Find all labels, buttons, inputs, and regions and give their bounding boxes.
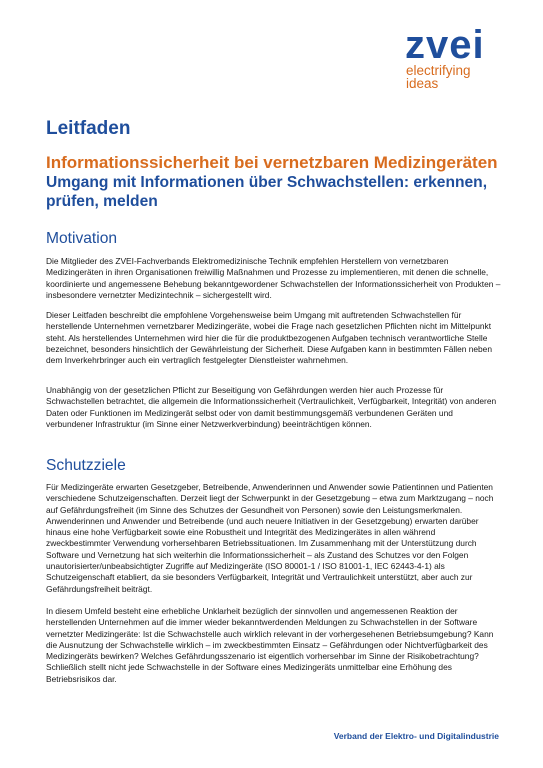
footer-organization: Verband der Elektro- und Digitalindustrie (333, 731, 499, 741)
document-type: Leitfaden (46, 118, 131, 139)
logo-wordmark: zvei (405, 23, 485, 67)
paragraph: Unabhängig von der gesetzlichen Pflicht zur Beseitigung von Gefährdungen werden hier auch Prozesse für Schwachstellen betrachtet, die allgemein die Informationssicherheit (Vertraulichkeit, Verfügbarkeit, Integrität) von anderen Daten oder Funktionen im Medizingerät selbst oder von damit bestimmungsgemäß verbundenen Geräten und verbundener Infrastruktur (im Sinne einer Netzwerkverbindung) beeinträchtigen können. (46, 385, 497, 429)
document-title: Informationssicherheit bei vernetzbaren Medizingeräten (46, 153, 498, 172)
logo-tagline-line2: ideas (406, 76, 439, 91)
document-subtitle: Umgang mit Informationen über Schwachstellen: erkennen, prüfen, melden (46, 174, 488, 210)
zvei-logo (405, 23, 506, 91)
paragraph: Für Medizingeräte erwarten Gesetzgeber, Betreibende, Anwenderinnen und Anwender sowie Patientinnen und Patienten verschiedene Schutzeigenschaften. Derzeit liegt der Schwerpunkt in der Gesetzgebung – etwa zum Marktzugang – noch auf Gefährdungsfreiheit (im Sinne des Schutzes der Gesundheit von Personen) sowie den Leistungsmerkmalen. Anwenderinnen und Anwender und Betreibende (und auch neuere Initiativen in der Gesetzgebung) erwarten darüber hinaus eine hohe Verfügbarkeit sowie eine Robustheit und Integrität des Medizingerätes in allen während zweckbestimmter Verwendung vorhersehbaren Betriebssituationen. Im Zusammenhang mit der Unterstützung durch Software und Vernetzung hat sich weiterhin die Informationssicherheit – als Zustand des Schutzes vor den Folgen unautorisierter/unbeabsichtigter Zugriffe auf Medizingeräte (ISO 80001-1 / ISO 81001-1, IEC 62443-4-1) als Schutzeigenschaft etabliert, da sie besonders Verfügbarkeit, Integrität und Vertraulichkeit unterstützt, aber auch zur Gefährdungsfreiheit beiträgt. (46, 482, 494, 594)
section-heading-schutzziele: Schutzziele (46, 457, 126, 474)
paragraph: Dieser Leitfaden beschreibt die empfohlene Vorgehensweise beim Umgang mit auftretenden Schwachstellen für herstellende Unternehmen vernetzbarer Medizingeräte, wobei die Frage nach gesetzlichen Pflichten nicht im Mittelpunkt steht. Als herstellendes Unternehmen wird hier die für die produktbezogenen Aufgaben technisch verantwortliche Stelle bezeichnet, besonders hinsichtlich der Gewährleistung der Sicherheit. Diese Aufgaben kann in bestimmten Fällen neben dem Inverkehrbringer auch ein vertraglich festgelegter Dienstleister wahrnehmen. (46, 310, 493, 366)
paragraph: Die Mitglieder des ZVEI-Fachverbands Elektromedizinische Technik empfehlen Herstellern von vernetzbaren Medizingeräten in ihren Organisationen freiwillig Maßnahmen und Prozesse zu implementieren, mit denen die schnelle, koordinierte und angemessene Behebung bekanntgewordener Schwachstellen der Informationssicherheit von Produkten – insbesondere vernetzter Medizintechnik – sichergestellt wird. (46, 256, 501, 300)
section-heading-motivation: Motivation (46, 230, 118, 247)
paragraph: In diesem Umfeld besteht eine erhebliche Unklarheit bezüglich der sinnvollen und angemessenen Reaktion der herstellenden Unternehmen auf die immer wieder bekanntwerdenden Meldungen zu Schwachstellen in der Software vernetzter Medizingeräte: Ist die Schwachstelle auch wirklich relevant in der vorhergesehenen Betriebsumgebung? Kann die Ausnutzung der Schwachstelle wirklich – im zweckbestimmten Einsatz – Gefährdungen oder Nichtverfügbarkeit des Medizingeräts bewirken? Welches Gefährdungsszenario ist eigentlich vorhersehbar im Sinne der Risikobetrachtung? Schließlich stellt nicht jede Schwachstelle in der Software eines Medizingeräts unmittelbar eine Erhöhung des Betriebsrisikos dar. (46, 606, 494, 684)
logo-tagline-line1: electrifying (406, 63, 471, 78)
